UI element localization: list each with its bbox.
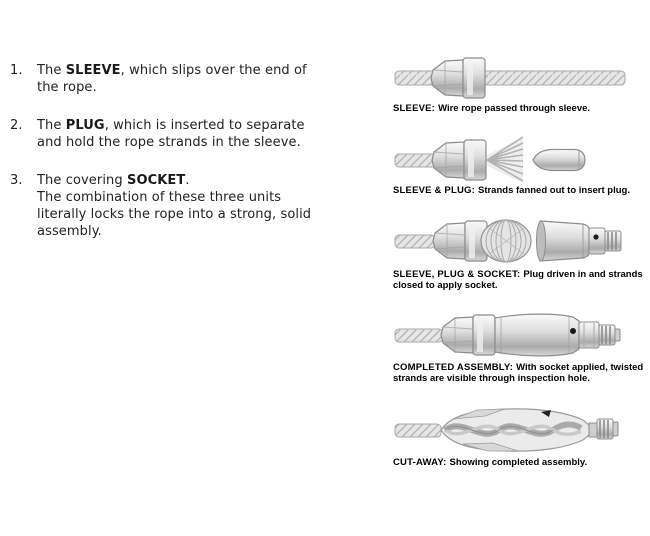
figure-completed-assembly [393, 310, 645, 384]
item-post: , which slips over the end of the rope. [37, 63, 307, 95]
figure-caption-label: SLEEVE, PLUG & SOCKET: [393, 269, 521, 280]
sleeve-illustration [393, 55, 628, 101]
cut-away-illustration [393, 403, 628, 455]
figure-column [393, 55, 645, 487]
item-number: 1. [10, 63, 23, 78]
figure-caption [393, 103, 645, 114]
item-term: PLUG [65, 118, 105, 133]
figure-cut-away [393, 403, 645, 468]
item-text [37, 117, 330, 151]
sleeve-plug-illustration [393, 133, 628, 183]
list-item [10, 62, 340, 96]
item-pre: The covering [37, 173, 127, 188]
figure-caption-text: Showing completed assembly. [449, 457, 588, 468]
item-number: 2. [10, 118, 23, 133]
completed-assembly-illustration [393, 310, 628, 360]
figure-caption-text: With socket applied, twisted strands are visible through inspection hole. [393, 362, 644, 384]
figure-caption [393, 362, 645, 384]
sleeve-plug-socket-illustration [393, 215, 628, 267]
item-text [37, 172, 330, 240]
item-extra-text: The combination of these three units literally locks the rope into a strong, solid assembly. [37, 190, 312, 239]
inspection-hole [570, 328, 576, 334]
item-pre: The [37, 118, 66, 133]
figure-caption-label: SLEEVE & PLUG: [393, 185, 475, 196]
item-term: SLEEVE [65, 63, 121, 78]
item-term: SOCKET [126, 173, 186, 188]
figure-sleeve [393, 55, 645, 114]
item-pre: The [37, 63, 66, 78]
figure-caption-label: CUT-AWAY: [393, 457, 447, 468]
figure-caption [393, 269, 645, 291]
item-post: , which is inserted to separate and hold the rope strands in the sleeve. [37, 118, 305, 150]
inspection-hole [593, 234, 598, 239]
item-post: . [185, 173, 190, 188]
figure-caption-text: Plug driven in and strands closed to apply socket. [393, 269, 643, 291]
list-item [10, 117, 340, 151]
figure-caption-label: SLEEVE: [393, 103, 436, 114]
figure-caption [393, 457, 645, 468]
figure-caption-label: COMPLETED ASSEMBLY: [393, 362, 514, 373]
item-text [37, 62, 330, 96]
figure-caption-text: Strands fanned out to insert plug. [477, 185, 630, 196]
figure-sleeve-plug [393, 133, 645, 196]
list-item [10, 172, 340, 240]
figure-caption [393, 185, 645, 196]
item-number: 3. [10, 173, 23, 188]
instruction-list [10, 62, 340, 261]
figure-sleeve-plug-socket [393, 215, 645, 291]
figure-caption-text: Wire rope passed through sleeve. [438, 103, 591, 114]
